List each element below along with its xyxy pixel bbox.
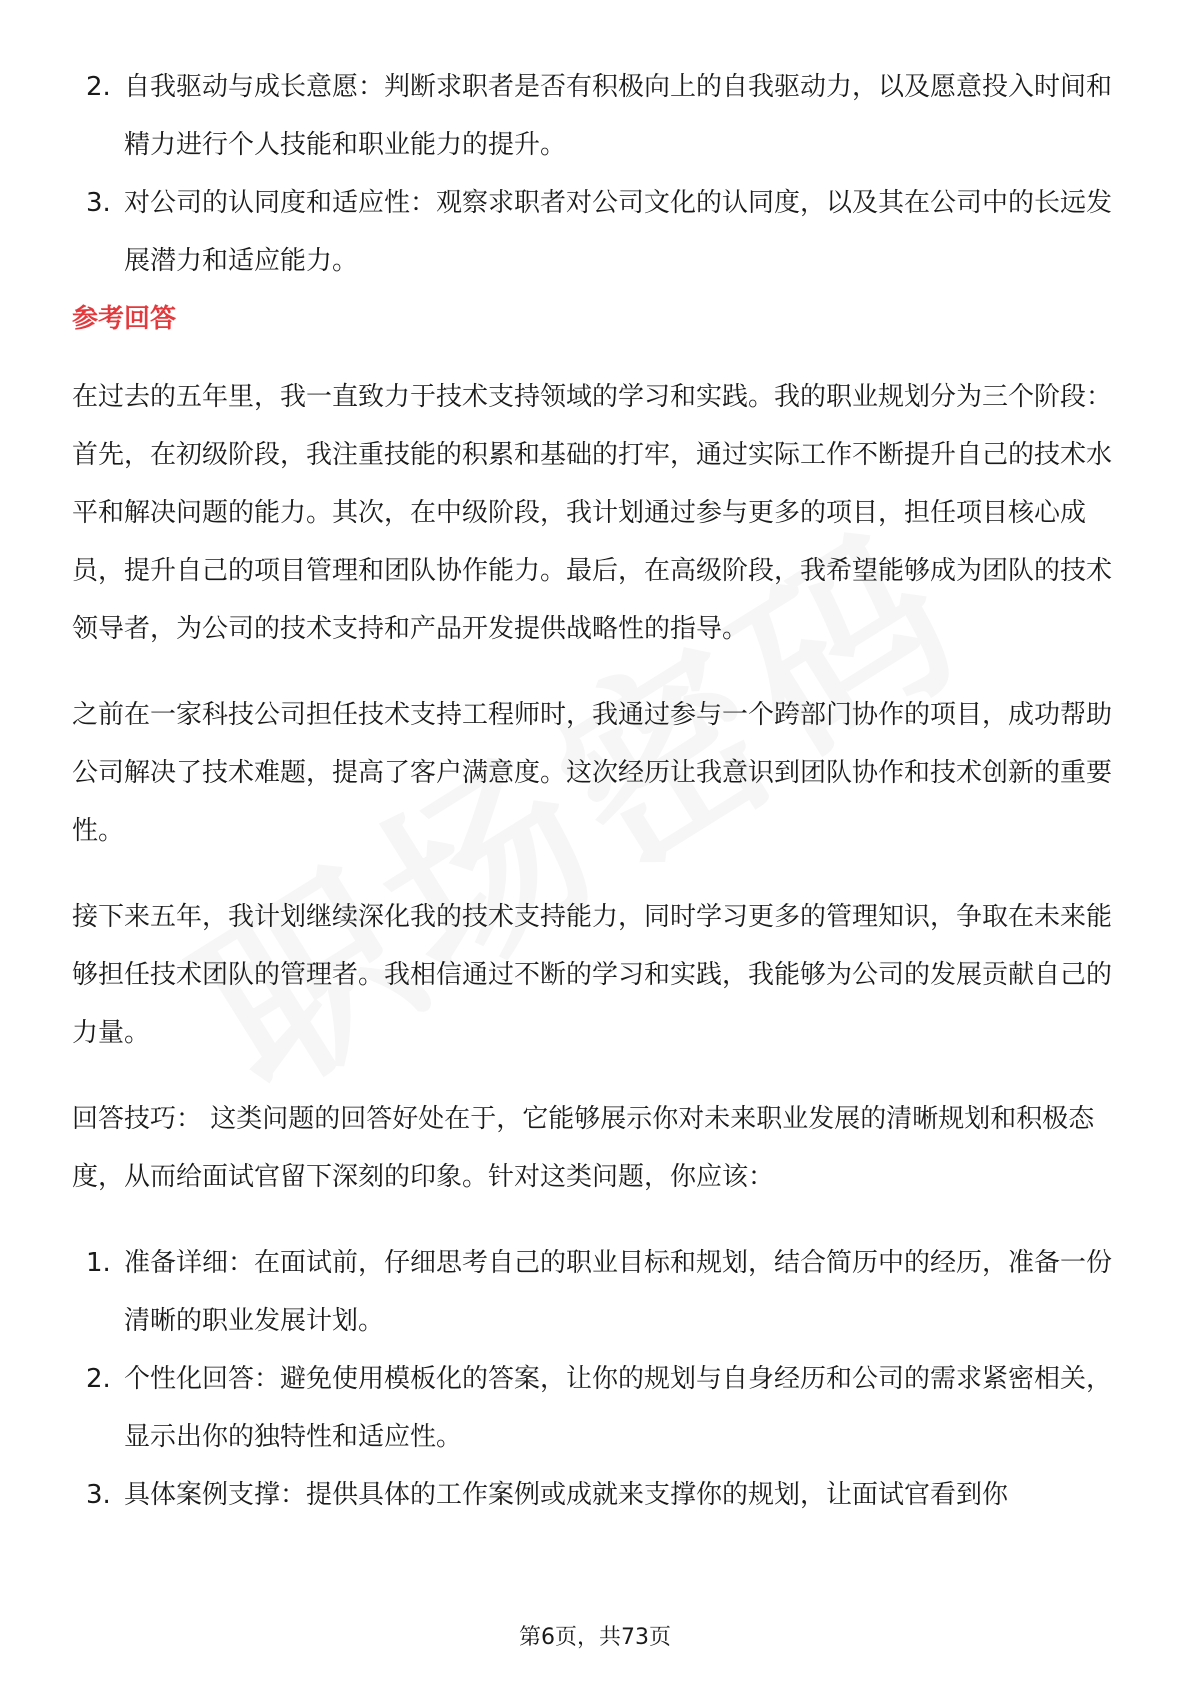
list-item-text: 对公司的认同度和适应性：观察求职者对公司文化的认同度，以及其在公司中的长远发展潜力和适应能力。 — [124, 188, 1113, 276]
page-number-footer: 第6页，共73页 — [519, 1625, 671, 1650]
list-item — [72, 174, 1118, 290]
page-content — [72, 58, 1118, 1524]
list-item-number: 2. — [86, 72, 111, 102]
list-item-text: 准备详细：在面试前，仔细思考自己的职业目标和规划，结合简历中的经历，准备一份清晰的职业发展计划。 — [124, 1248, 1113, 1336]
list-item — [72, 58, 1118, 174]
list-item — [72, 1234, 1118, 1350]
list-item-number: 1. — [86, 1248, 111, 1278]
list-item-number: 3. — [86, 1480, 111, 1510]
list-item — [72, 1466, 1118, 1524]
list-item-text: 个性化回答：避免使用模板化的答案，让你的规划与自身经历和公司的需求紧密相关，显示出你的独特性和适应性。 — [124, 1364, 1113, 1452]
list-item-text: 自我驱动与成长意愿：判断求职者是否有积极向上的自我驱动力，以及愿意投入时间和精力进行个人技能和职业能力的提升。 — [124, 72, 1113, 160]
list-item-number: 3. — [86, 188, 111, 218]
criteria-list — [72, 58, 1118, 290]
list-item — [72, 1350, 1118, 1466]
answer-paragraph: 接下来五年，我计划继续深化我的技术支持能力，同时学习更多的管理知识，争取在未来能够担任技术团队的管理者。我相信通过不断的学习和实践，我能够为公司的发展贡献自己的力量。 — [72, 902, 1113, 1048]
answer-paragraph: 在过去的五年里，我一直致力于技术支持领域的学习和实践。我的职业规划分为三个阶段：首先，在初级阶段，我注重技能的积累和基础的打牢，通过实际工作不断提升自己的技术水平和解决问题的能力。其次，在中级阶段，我计划通过参与更多的项目，担任项目核心成员，提升自己的项目管理和团队协作能力。最后，在高级阶段，我希望能够成为团队的技术领导者，为公司的技术支持和产品开发提供战略性的指导。 — [72, 382, 1113, 644]
tips-list — [72, 1234, 1118, 1524]
list-item-text: 具体案例支撑：提供具体的工作案例或成就来支撑你的规划，让面试官看到你 — [124, 1480, 1009, 1510]
tips-paragraph: 回答技巧： 这类问题的回答好处在于，它能够展示你对未来职业发展的清晰规划和积极态度，从而给面试官留下深刻的印象。针对这类问题，你应该： — [72, 1104, 1095, 1192]
list-item-number: 2. — [86, 1364, 111, 1394]
answer-paragraph: 之前在一家科技公司担任技术支持工程师时，我通过参与一个跨部门协作的项目，成功帮助公司解决了技术难题，提高了客户满意度。这次经历让我意识到团队协作和技术创新的重要性。 — [72, 700, 1113, 846]
reference-answer-heading: 参考回答 — [72, 304, 177, 334]
